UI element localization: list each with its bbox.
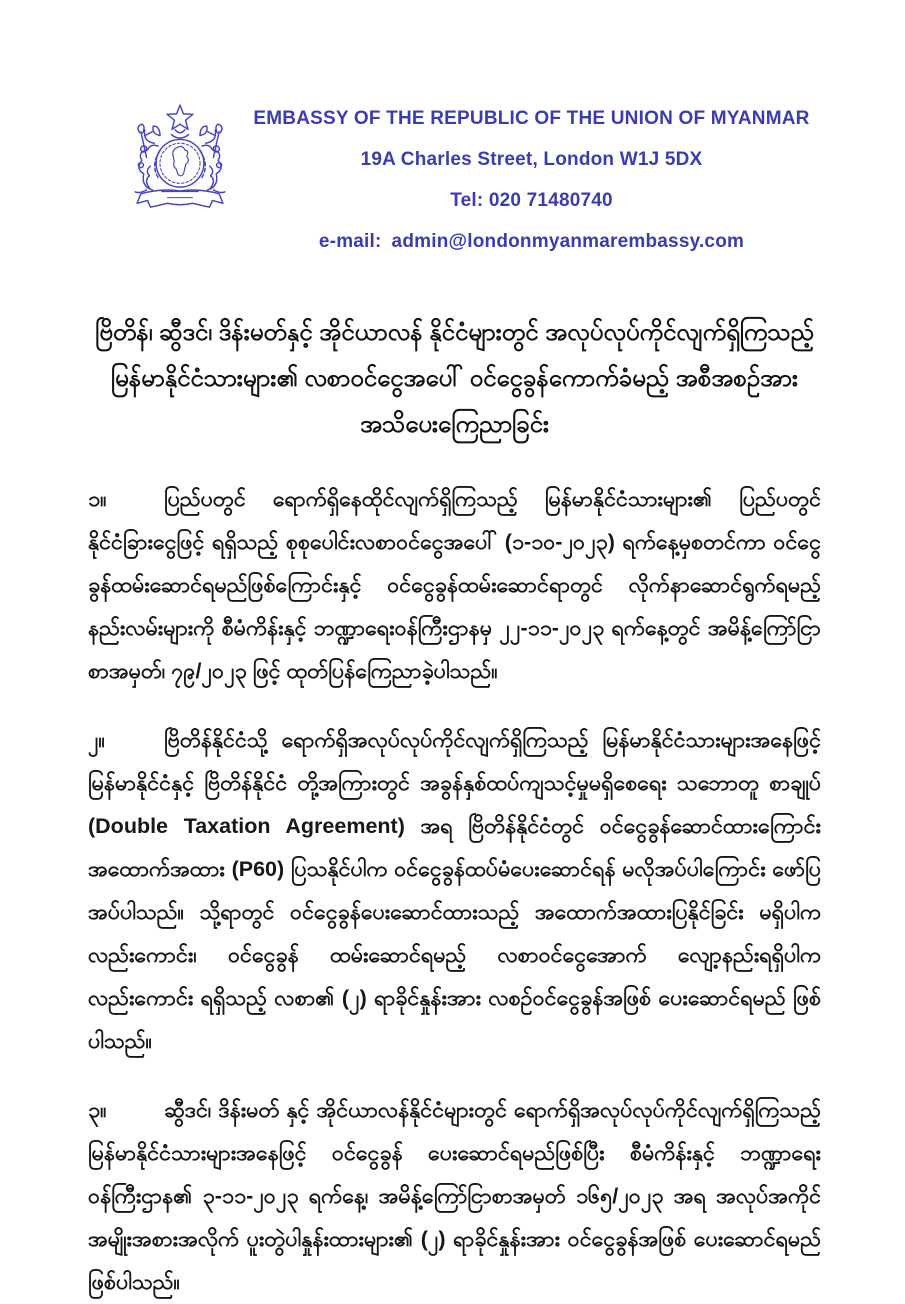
paragraph-1-text: ပြည်ပတွင် ရောက်ရှိနေထိုင်လျက်ရှိကြသည့် မြန်မာနိုင်ငံသားများ၏ ပြည်ပတွင် နိုင်ငံခြားငွေဖြင့် ရရှိသည့် စုစုပေါင်းလစာဝင်ငွေအပေါ် (၁-၁၀-၂၀၂၃) ရက်နေ့မှစတင်ကာ ဝင်ငွေခွန်ထမ်းဆောင်ရမည်ဖြစ်ကြောင်းနှင့် ဝင်ငွေခွန်ထမ်းဆောင်ရာတွင် လိုက်နာဆောင်ရွက်ရမည့် နည်းလမ်းများကို စီမံကိန်းနှင့် ဘဏ္ဍာရေးဝန်ကြီးဌာနမှ ၂၂-၁၁-၂၀၂၃ ရက်နေ့တွင် အမိန့်ကြော်ငြာစာအမှတ်၊ ၇၉/၂၀၂၃ ဖြင့် ထုတ်ပြန်ကြေညာခဲ့ပါသည်။ [88, 487, 821, 683]
embassy-address: 19A Charles Street, London W1J 5DX [360, 149, 703, 170]
paragraph-3-text: ဆွီဒင်၊ ဒိန်းမတ် နှင့် အိုင်ယာလန်နိုင်ငံများတွင် ရောက်ရှိအလုပ်လုပ်ကိုင်လျက်ရှိကြသည့် မြန်မာနိုင်ငံသားများအနေဖြင့် ဝင်ငွေခွန် ပေးဆောင်ရမည်ဖြစ်ပြီး စီမံကိန်းနှင့် ဘဏ္ဍာရေး ဝန်ကြီးဌာန၏ ၃-၁၁-၂၀၂၃ ရက်နေ့၊ အမိန့်ကြော်ငြာစာအမှတ် ၁၆၅/၂၀၂၃ အရ အလုပ်အကိုင် အမျိုးအစားအလိုက် ပူးတွဲပါနှုန်းထားများ၏ (၂) ရာခိုင်နှုန်းအား ဝင်ငွေခွန်အဖြစ် ပေးဆောင်ရမည်ဖြစ်ပါသည်။ [88, 1098, 821, 1294]
paragraph-1 [88, 478, 821, 693]
embassy-email: admin@londonmyanmarembassy.com [391, 231, 745, 252]
letterhead [88, 100, 821, 272]
paragraph-1-number: ၁။ [88, 487, 107, 511]
title-line-2: မြန်မာနိုင်ငံသားများ၏ လစာဝင်ငွေအပေါ် ဝင်ငွေခွန်ကောက်ခံမည့် အစီအစဉ်အား [110, 365, 799, 392]
document-body [88, 478, 821, 1304]
document-title [88, 310, 821, 448]
myanmar-state-seal-icon [118, 102, 242, 220]
paragraph-3-number: ၃။ [88, 1098, 107, 1122]
paragraph-2 [88, 719, 821, 1063]
embassy-phone: Tel: 020 71480740 [450, 190, 613, 211]
paragraph-3 [88, 1089, 821, 1304]
embassy-name: EMBASSY OF THE REPUBLIC OF THE UNION OF MYANMAR [253, 108, 810, 129]
embassy-email-line [242, 231, 821, 253]
letterhead-text [242, 100, 821, 272]
paragraph-2-number: ၂။ [88, 728, 106, 752]
title-line-3: အသိပေးကြေညာခြင်း [359, 411, 550, 438]
title-line-1: ဗြိတိန်၊ ဆွီဒင်၊ ဒိန်းမတ်နှင့် အိုင်ယာလန် နိုင်ငံများတွင် အလုပ်လုပ်ကိုင်လျက်ရှိကြသည့် [95, 319, 814, 346]
email-label: e-mail: [318, 231, 382, 252]
paragraph-2-text: ဗြိတိန်နိုင်ငံသို့ ရောက်ရှိအလုပ်လုပ်ကိုင်လျက်ရှိကြသည့် မြန်မာနိုင်ငံသားများအနေဖြင့် မြန်မာနိုင်ငံနှင့် ဗြိတိန်နိုင်ငံ တို့အကြားတွင် အခွန်နှစ်ထပ်ကျသင့်မှုမရှိစေရေး သဘောတူ စာချုပ် (Double Taxation Agreement) အရ ဗြိတိန်နိုင်ငံတွင် ဝင်ငွေခွန်ဆောင်ထားကြောင်း အထောက်အထား (P60) ပြသနိုင်ပါက ဝင်ငွေခွန်ထပ်မံပေးဆောင်ရန် မလိုအပ်ပါကြောင်း ဖော်ပြ အပ်ပါသည်။ သို့ရာတွင် ဝင်ငွေခွန်ပေးဆောင်ထားသည့် အထောက်အထားပြနိုင်ခြင်း မရှိပါကလည်းကောင်း၊ ဝင်ငွေခွန် ထမ်းဆောင်ရမည့် လစာဝင်ငွေအောက် လျော့နည်းရရှိပါက လည်းကောင်း ရရှိသည့် လစာ၏ (၂) ရာခိုင်နှုန်းအား လစဉ်ဝင်ငွေခွန်အဖြစ် ပေးဆောင်ရမည် ဖြစ်ပါသည်။ [88, 728, 821, 1053]
